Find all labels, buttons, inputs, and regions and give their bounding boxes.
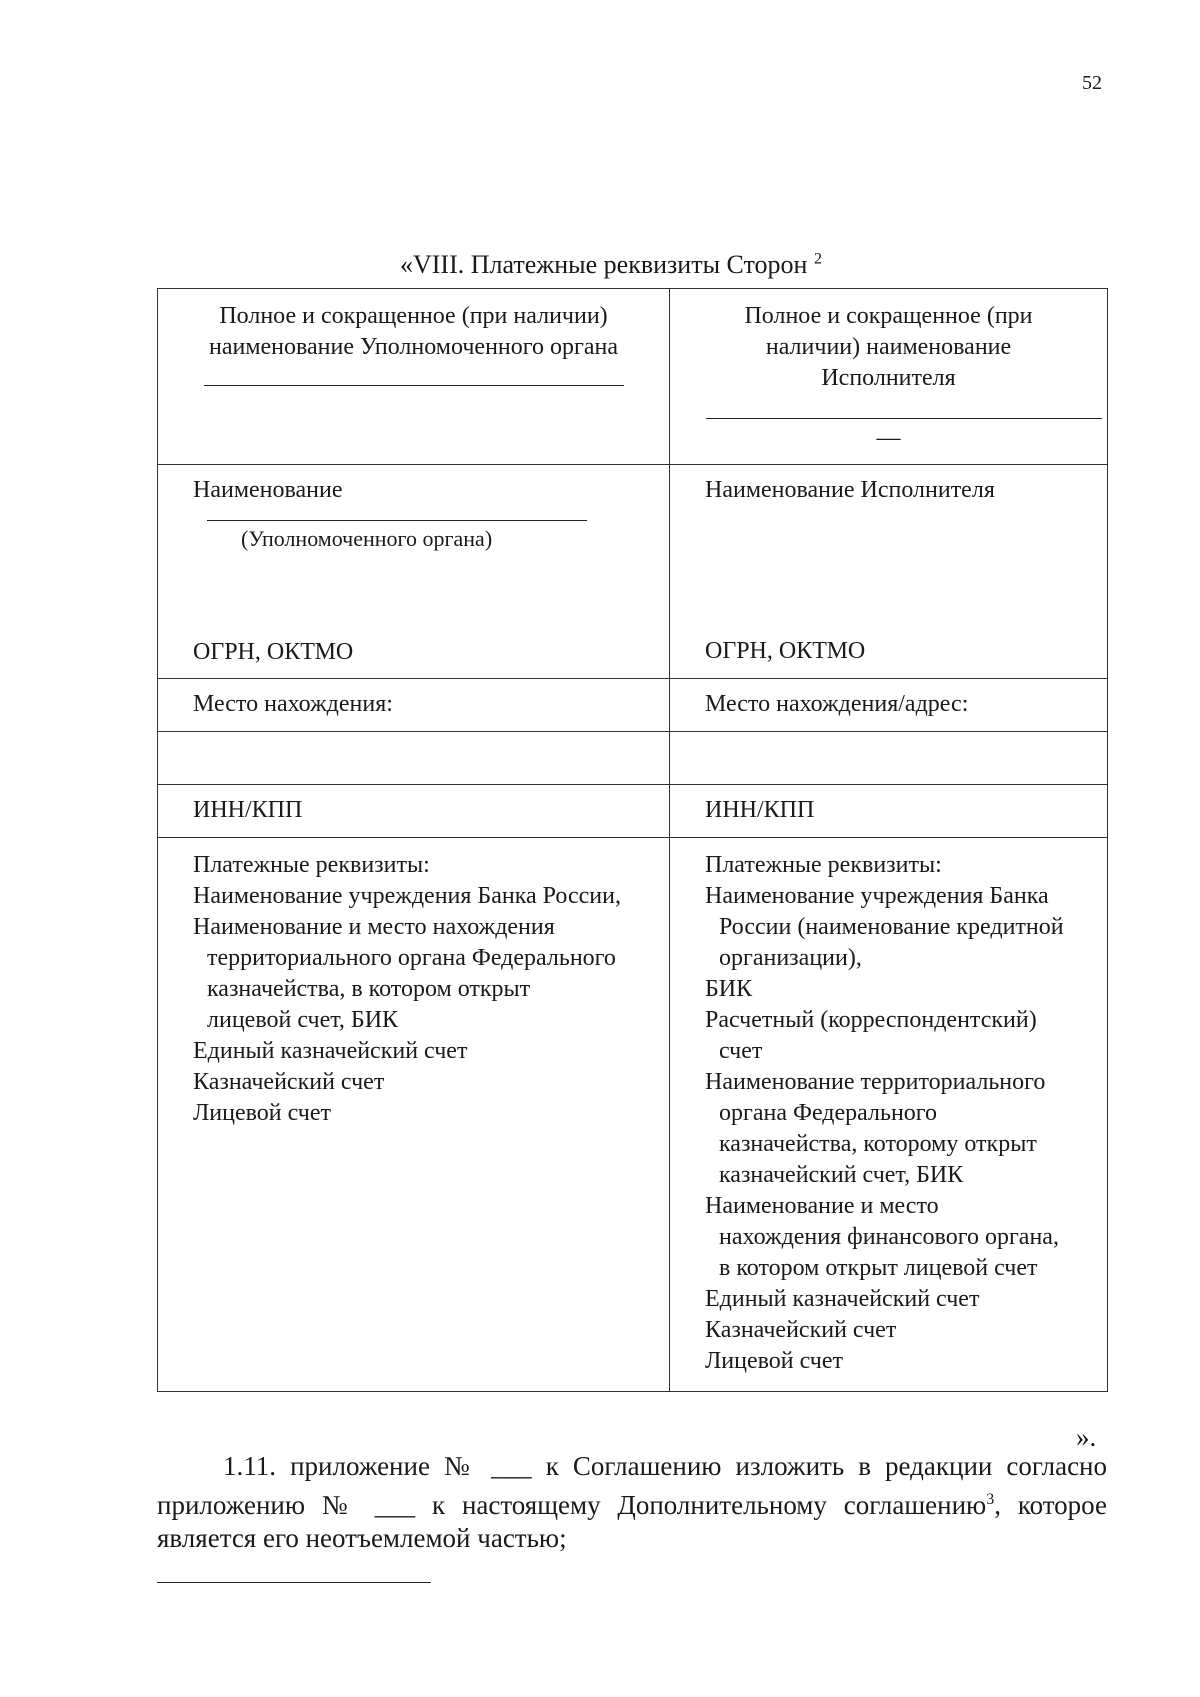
payment-line-right-4: организации),: [719, 945, 862, 971]
payment-line-right-16: Казначейский счет: [705, 1317, 897, 1343]
payment-line-right-9: органа Федерального: [719, 1100, 938, 1126]
inn-cell-executor: [670, 785, 1108, 838]
payment-line-right-15: Единый казначейский счет: [705, 1286, 980, 1312]
payment-line-right-11: казначейский счет, БИК: [719, 1162, 964, 1188]
payment-line-left-3: Наименование и место нахождения: [193, 914, 555, 940]
authority-inn-label: ИНН/КПП: [193, 797, 303, 823]
executor-inn-label: ИНН/КПП: [705, 797, 815, 823]
payment-details-table: [157, 288, 1108, 1392]
header-right-dash: —: [876, 425, 901, 451]
header-left-line2: наименование Уполномоченного органа: [208, 334, 619, 360]
paragraph-line-2-text: приложению № ___ к настоящему Дополнительному соглашению: [157, 1490, 987, 1520]
payment-line-left-7: Единый казначейский счет: [193, 1038, 468, 1064]
payment-list-authority: [193, 850, 669, 1129]
authority-location-label: Место нахождения:: [193, 691, 393, 717]
authority-name-sublabel: (Уполномоченного органа): [241, 526, 493, 551]
payment-line-left-8: Казначейский счет: [193, 1069, 385, 1095]
payment-line-right-13: нахождения финансового органа,: [719, 1224, 1059, 1250]
payment-cell-executor: [670, 838, 1108, 1392]
table-row-name: [158, 465, 1108, 679]
paragraph-line-1: 1.11. приложение № ___ к Соглашению изложить в редакции согласно: [223, 1451, 1107, 1481]
executor-name-label: Наименование Исполнителя: [705, 477, 995, 503]
blank-line-authority: [207, 506, 587, 521]
section-title-text: «VIII. Платежные реквизиты Сторон: [400, 250, 808, 279]
payment-line-right-8: Наименование территориального: [705, 1069, 1046, 1095]
header-right-line1: Полное и сокращенное (при: [744, 303, 1033, 329]
paragraph-line-2: [157, 1483, 1107, 1522]
header-right-line3: Исполнителя: [821, 365, 956, 391]
payment-line-left-6: лицевой счет, БИК: [207, 1007, 399, 1033]
payment-line-right-17: Лицевой счет: [705, 1348, 844, 1374]
executor-ogrn-label: ОГРН, ОКТМО: [705, 638, 866, 664]
name-cell-authority: [158, 465, 670, 679]
payment-line-left-9: Лицевой счет: [193, 1100, 332, 1126]
table-row-header: [158, 289, 1108, 465]
amendment-paragraph: [157, 1450, 1107, 1555]
location-cell-executor: [670, 679, 1108, 732]
header-right-line2: наличии) наименование: [765, 334, 1012, 360]
empty-cell-executor: [670, 732, 1108, 785]
blank-line-authority-name: [204, 367, 624, 386]
table-row-payment: [158, 838, 1108, 1392]
payment-list-executor: [705, 850, 1107, 1377]
payment-cell-authority: [158, 838, 670, 1392]
footnote-mark-3: 3: [986, 1491, 995, 1508]
name-cell-executor: [670, 465, 1108, 679]
payment-line-right-6: Расчетный (корреспондентский): [705, 1007, 1037, 1033]
authority-ogrn-label: ОГРН, ОКТМО: [193, 639, 354, 665]
footnote-mark-2: 2: [813, 250, 822, 268]
payment-line-left-5: казначейства, в котором открыт: [207, 976, 531, 1002]
table-row-empty: [158, 732, 1108, 785]
location-cell-authority: [158, 679, 670, 732]
paragraph-line-3: является его неотъемлемой частью;: [157, 1523, 567, 1553]
payment-line-right-3: России (наименование кредитной: [719, 914, 1064, 940]
paragraph-line-2-tail: , которое: [994, 1490, 1107, 1520]
payment-line-right-7: счет: [719, 1038, 763, 1064]
section-title: [400, 250, 822, 280]
payment-line-right-2: Наименование учреждения Банка: [705, 883, 1049, 909]
header-cell-authority: [158, 289, 670, 465]
footnote-separator: [157, 1582, 431, 1583]
payment-line-right-12: Наименование и место: [705, 1193, 939, 1219]
payment-line-left-4: территориального органа Федерального: [207, 945, 616, 971]
table-row-location: [158, 679, 1108, 732]
header-left-line1: Полное и сокращенное (при наличии): [219, 303, 608, 329]
executor-location-label: Место нахождения/адрес:: [705, 691, 969, 717]
blank-line-executor-name: [706, 394, 1102, 419]
table-row-inn: [158, 785, 1108, 838]
payment-line-right-14: в котором открыт лицевой счет: [719, 1255, 1038, 1281]
payment-line-left-2: Наименование учреждения Банка России,: [193, 883, 621, 909]
authority-name-label: Наименование: [193, 477, 343, 503]
header-cell-executor: [670, 289, 1108, 465]
payment-line-right-10: казначейства, которому открыт: [719, 1131, 1037, 1157]
inn-cell-authority: [158, 785, 670, 838]
payment-line-left-1: Платежные реквизиты:: [193, 852, 430, 878]
empty-cell-authority: [158, 732, 670, 785]
page-number: 52: [1082, 72, 1102, 94]
payment-line-right-5: БИК: [705, 976, 753, 1002]
closing-quote: ».: [1076, 1422, 1097, 1452]
payment-line-right-1: Платежные реквизиты:: [705, 852, 942, 878]
